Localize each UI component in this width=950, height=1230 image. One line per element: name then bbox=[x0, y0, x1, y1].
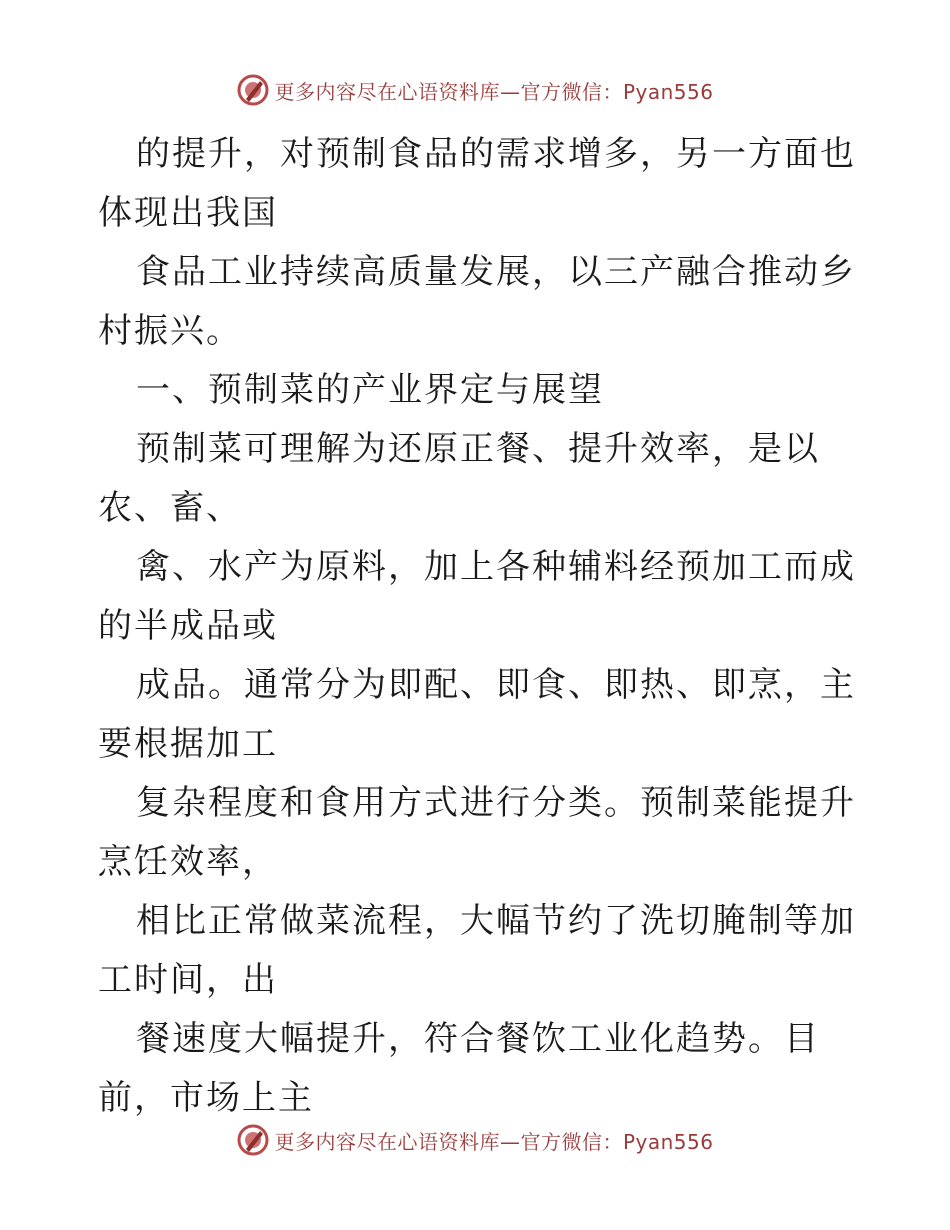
paragraph: 复杂程度和食用方式进行分类。预制菜能提升烹饪效率， bbox=[98, 783, 856, 882]
footer-watermark bbox=[0, 1120, 950, 1160]
pen-seal-logo-icon bbox=[236, 1123, 270, 1157]
watermark-text: 更多内容尽在心语资料库—官方微信：Pyan556 bbox=[274, 79, 714, 104]
header-watermark bbox=[0, 70, 950, 110]
section-heading: 一、预制菜的产业界定与展望 bbox=[136, 370, 604, 410]
paragraph: 食品工业持续高质量发展，以三产融合推动乡村振兴。 bbox=[98, 252, 856, 351]
document-body bbox=[98, 125, 858, 1128]
paragraph: 预制菜可理解为还原正餐、提升效率，是以农、畜、 bbox=[98, 429, 820, 528]
pen-seal-logo-icon bbox=[236, 73, 270, 107]
paragraph: 禽、水产为原料，加上各种辅料经预加工而成的半成品或 bbox=[98, 547, 856, 646]
paragraph: 餐速度大幅提升，符合餐饮工业化趋势。目前，市场上主 bbox=[98, 1019, 820, 1118]
paragraph: 成品。通常分为即配、即食、即热、即烹，主要根据加工 bbox=[98, 665, 856, 764]
paragraph: 的提升，对预制食品的需求增多，另一方面也体现出我国 bbox=[98, 134, 856, 233]
paragraph: 相比正常做菜流程，大幅节约了洗切腌制等加工时间，出 bbox=[98, 901, 856, 1000]
watermark-text: 更多内容尽在心语资料库—官方微信：Pyan556 bbox=[274, 1129, 714, 1154]
